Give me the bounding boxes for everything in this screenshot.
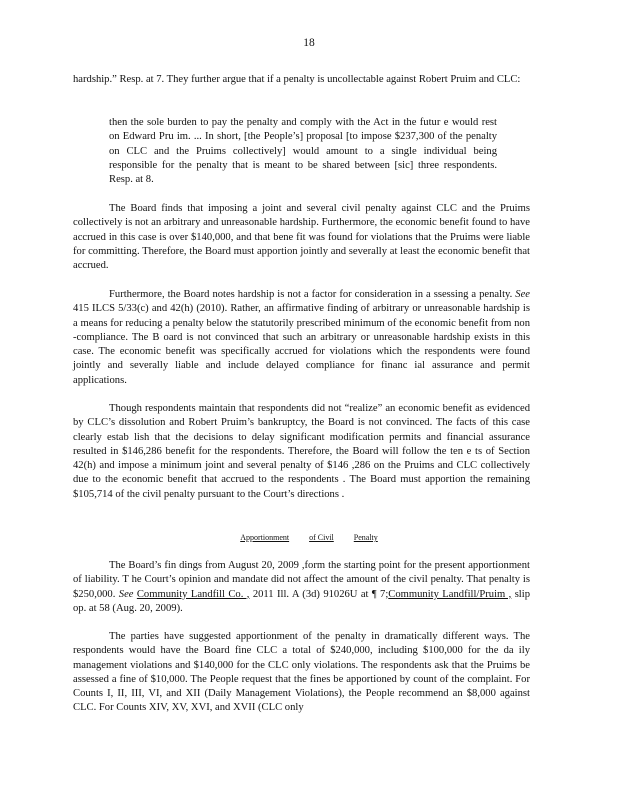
paragraph-text: The parties have suggested apportionment of the penalty in dramatically different ways. The respondents would have the Board fine CLC a total of $240,000, including $100,000 for the da ily management violations and $140,000 for the CLC only violations. The respondents ask that the Pruims be assessed a fine of $10,000. The People request that the fines be apportioned by count of the complaint. For Counts I, II, III, VI, and XII (Daily Management Violations), the People recommend an $8,000 against CLC. For Counts XIV, XV, XVI, and XVII (CLC only — [73, 631, 530, 714]
paragraph-text — [73, 288, 530, 388]
paragraph-text: The Board finds that imposing a joint and several civil penalty against CLC and the Pruims collectively is not an arbitrary and unreasonable hardship. Furthermore, the economic benefit found to have accrued in this case is over $140,000, and that bene fit was found for violations that the Pruims were liable for committing. Therefore, the Board must apportion jointly and severally at least the economic benefit that accrued. — [73, 203, 530, 272]
paragraph-text: hardship.” Resp. at 7. They further argue that if a penalty is uncollectable against Robert Pruim and CLC: — [73, 74, 521, 85]
citation-signal: See — [515, 289, 530, 300]
paragraph-economic-benefit — [73, 402, 530, 502]
paragraph-hardship-factor — [73, 288, 530, 388]
page-number: 18 — [303, 37, 315, 49]
text-run: 2011 Ill. A (3d) 91026U at ¶ 7; — [252, 588, 389, 600]
citation-signal: See — [118, 588, 134, 600]
case-name: Community Landfill Co. , — [136, 588, 250, 600]
paragraph-text — [73, 559, 530, 616]
heading-word: of Civil — [309, 533, 334, 542]
heading-word: Apportionment — [240, 533, 290, 542]
text-run: The Board’s fin dings from August 20, 2009 ,form the starting point for the present apportionment of liability. T he Court’s opinion and mandate did not affect the amount of the civil penalty. That penalty is $250,000. — [73, 560, 530, 600]
paragraph-board-finding — [73, 202, 530, 273]
block-quote-text: then the sole burden to pay the penalty and comply with the Act in the futur e would rest on Edward Pru im. ... In short, [the People’s] proposal [to impose $237,300 of the penalty on CLC and the Pruims collectively] would amount to a single individual being responsible for the penalty that is meant to be shared between [sic] three respondents. Resp. at 8. — [109, 117, 497, 186]
heading-word: Penalty — [353, 533, 378, 542]
paragraph-hardship-argument — [73, 73, 530, 87]
block-quote — [109, 116, 497, 187]
paragraph-text: Though respondents maintain that respondents did not “realize” an economic benefit as evidenced by CLC’s dissolution and Robert Pruim’s bankruptcy, the Board is not convinced. The facts of this case clearly estab lish that the decisions to delay significant modification permits and financial assurance resulted in $146,286 benefit for the respondents. Therefore, the Board will follow the ten e ts of Section 42(h) and impose a minimum joint and several penalty of $146 ,286 on the Pruims and CLC collectively due to the economic benefit that accrued to the respondents . The Board must apportion the remaining $105,714 of the civil penalty pursuant to the Court’s directions . — [73, 403, 530, 500]
section-heading — [0, 533, 618, 542]
text-run: Furthermore, the Board notes hardship is not a factor for consideration in a ssessing a penalty. — [109, 289, 513, 300]
text-run: 415 ILCS 5/33(c) and 42(h) (2010). Rather, an affirmative finding of arbitrary or unreasonable hardship is a means for reducing a penalty below the statutorily prescribed minimum of the economic benefit from non -compliance. The B oard is not convinced that such an arbitrary or unreasonable hardship exists in this case. The economic benefit was specifically accrued for violations which the respondents were found jointly and severally liable and include delayed compliance for financ ial assurance and permit applications. — [73, 303, 530, 386]
case-name: Community Landfill/Pruim , — [388, 588, 512, 600]
paragraph-apportionment-proposals — [73, 630, 530, 716]
paragraph-findings — [73, 559, 530, 616]
text-run: slip op. at 58 (Aug. 20, 2009). — [73, 588, 530, 614]
